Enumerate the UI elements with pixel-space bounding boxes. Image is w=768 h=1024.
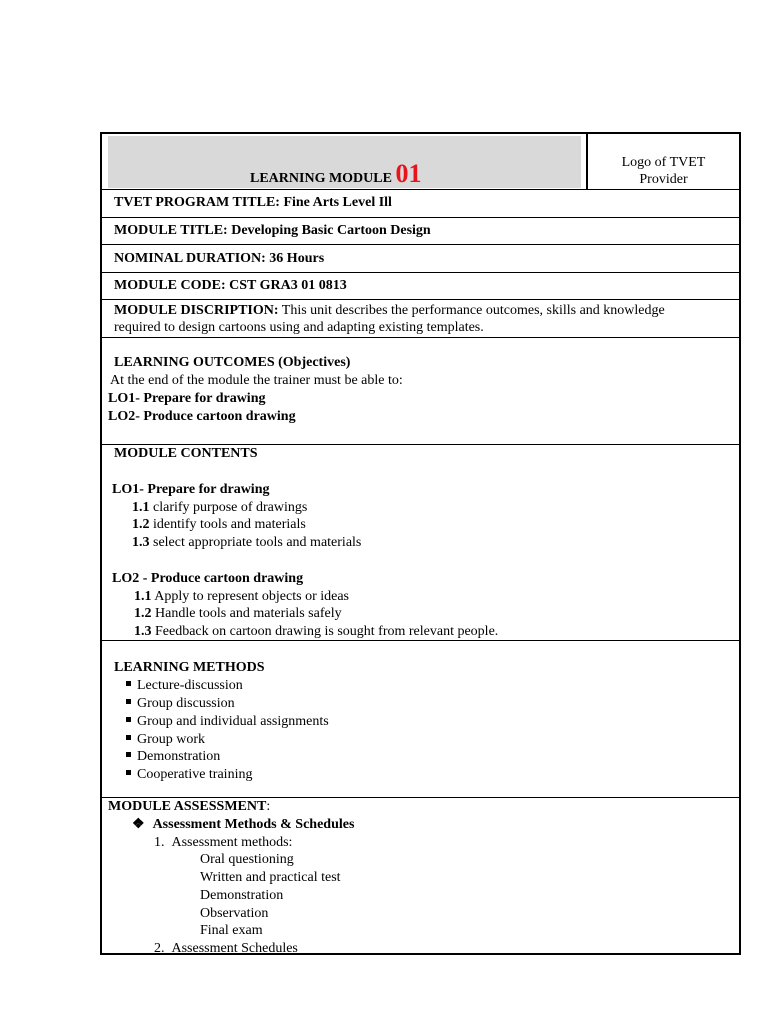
module-title: MODULE TITLE: Developing Basic Cartoon Design bbox=[114, 223, 431, 238]
assessment-heading-label: MODULE ASSESSMENT bbox=[108, 799, 267, 814]
logo-line-1: Logo of TVET bbox=[621, 155, 706, 170]
lo2-item bbox=[134, 588, 349, 605]
lo1-item bbox=[132, 534, 361, 551]
module-code-row bbox=[102, 273, 739, 300]
lo1-item-number: 1.2 bbox=[132, 517, 150, 532]
learning-module-table bbox=[100, 132, 741, 955]
assessment-method: Final exam bbox=[200, 923, 263, 938]
logo-line-2: Provider bbox=[639, 172, 688, 187]
assessment-method: Demonstration bbox=[200, 888, 284, 903]
lo2-item-number: 1.3 bbox=[134, 624, 152, 639]
outcome-item: LO1- Prepare for drawing bbox=[108, 391, 266, 406]
module-code: MODULE CODE: CST GRA3 01 0813 bbox=[114, 278, 347, 293]
outcome-item: LO2- Produce cartoon drawing bbox=[108, 409, 296, 424]
lo1-item-text: select appropriate tools and materials bbox=[149, 535, 362, 550]
lo2-item-number: 1.2 bbox=[134, 606, 152, 621]
description-label: MODULE DISCRIPTION: bbox=[114, 303, 279, 318]
lo2-heading: LO2 - Produce cartoon drawing bbox=[112, 571, 304, 586]
lo2-item bbox=[134, 605, 342, 622]
description-text-2: required to design cartoons using and adapting existing templates. bbox=[114, 320, 484, 335]
module-heading bbox=[250, 160, 421, 193]
lo1-item-text: identify tools and materials bbox=[149, 517, 306, 532]
lo1-item-number: 1.1 bbox=[132, 500, 150, 515]
module-assessment-row bbox=[102, 798, 739, 955]
bullet-icon bbox=[126, 770, 131, 775]
module-contents-row bbox=[102, 445, 739, 641]
method-item bbox=[126, 677, 243, 694]
method-item-text: Group discussion bbox=[137, 696, 235, 711]
method-item bbox=[126, 748, 220, 765]
lo1-heading: LO1- Prepare for drawing bbox=[112, 482, 270, 497]
bullet-icon bbox=[126, 717, 131, 722]
description-text-1: This unit describes the performance outcomes, skills and knowledge bbox=[278, 303, 665, 318]
program-title-row bbox=[102, 190, 739, 218]
assessment-list-item bbox=[154, 940, 298, 957]
assessment-heading bbox=[108, 798, 270, 815]
lo2-item-text: Feedback on cartoon drawing is sought from relevant people. bbox=[151, 624, 499, 639]
method-item-text: Lecture-discussion bbox=[137, 678, 243, 693]
lo2-item-text: Handle tools and materials safely bbox=[151, 606, 342, 621]
lo1-item-text: clarify purpose of drawings bbox=[149, 500, 308, 515]
diamond-bullet-icon: ❖ bbox=[132, 817, 145, 832]
bullet-icon bbox=[126, 752, 131, 757]
learning-outcomes-row bbox=[102, 338, 739, 445]
assessment-method: Oral questioning bbox=[200, 852, 294, 867]
list-text: Assessment Schedules bbox=[171, 941, 298, 956]
method-item bbox=[126, 713, 329, 730]
module-heading-label: LEARNING MODULE bbox=[250, 171, 392, 186]
assessment-list-item bbox=[154, 834, 292, 851]
assessment-sub-heading bbox=[132, 816, 354, 833]
lo1-item bbox=[132, 499, 307, 516]
bullet-icon bbox=[126, 681, 131, 686]
lo2-item-number: 1.1 bbox=[134, 589, 152, 604]
lo1-item-number: 1.3 bbox=[132, 535, 150, 550]
header-row bbox=[102, 134, 739, 190]
assessment-method: Observation bbox=[200, 906, 269, 921]
outcomes-heading: LEARNING OUTCOMES (Objectives) bbox=[114, 355, 351, 370]
module-description bbox=[114, 302, 665, 319]
method-item-text: Demonstration bbox=[137, 749, 221, 764]
method-item bbox=[126, 695, 235, 712]
module-title-row bbox=[102, 218, 739, 245]
contents-heading: MODULE CONTENTS bbox=[114, 446, 258, 461]
method-item bbox=[126, 731, 205, 748]
method-item-text: Group and individual assignments bbox=[137, 714, 329, 729]
assessment-sub-heading-text: Assessment Methods & Schedules bbox=[152, 817, 355, 832]
list-number: 2. bbox=[154, 941, 165, 956]
method-item-text: Group work bbox=[137, 732, 206, 747]
method-item bbox=[126, 766, 252, 783]
lo1-item bbox=[132, 516, 306, 533]
assessment-heading-colon: : bbox=[266, 799, 271, 814]
program-title: TVET PROGRAM TITLE: Fine Arts Level Ill bbox=[114, 195, 392, 210]
learning-methods-row bbox=[102, 641, 739, 798]
bullet-icon bbox=[126, 735, 131, 740]
logo-placeholder bbox=[588, 154, 739, 188]
nominal-duration: NOMINAL DURATION: 36 Hours bbox=[114, 251, 325, 266]
assessment-method: Written and practical test bbox=[200, 870, 341, 885]
list-text: Assessment methods: bbox=[171, 835, 293, 850]
outcomes-intro: At the end of the module the trainer must be able to: bbox=[110, 373, 403, 388]
method-item-text: Cooperative training bbox=[137, 767, 253, 782]
list-number: 1. bbox=[154, 835, 165, 850]
module-number: 01 bbox=[395, 159, 422, 188]
methods-heading: LEARNING METHODS bbox=[114, 660, 265, 675]
duration-row bbox=[102, 245, 739, 273]
lo2-item bbox=[134, 623, 498, 640]
bullet-icon bbox=[126, 699, 131, 704]
lo2-item-text: Apply to represent objects or ideas bbox=[151, 589, 350, 604]
description-row bbox=[102, 300, 739, 338]
